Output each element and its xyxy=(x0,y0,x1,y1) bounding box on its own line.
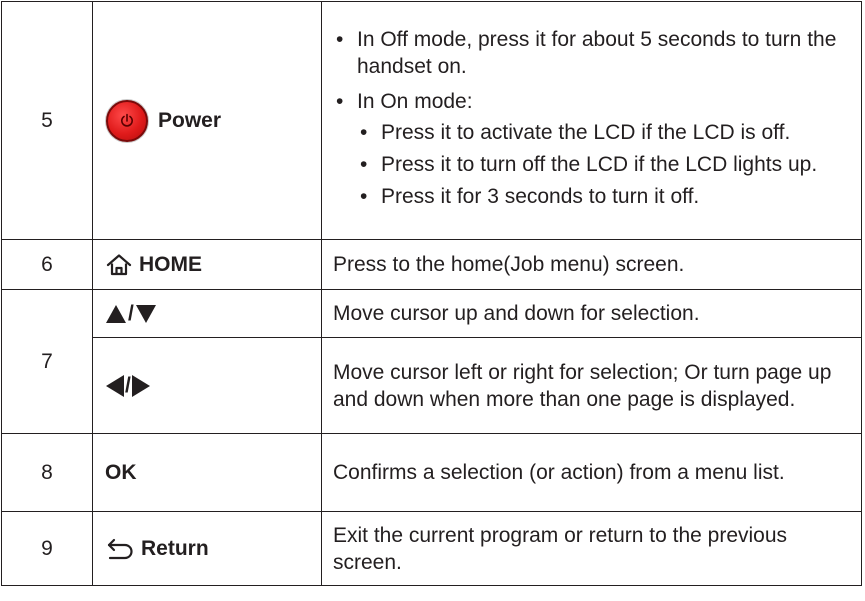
table-row-power xyxy=(2,2,862,240)
key-separator: / xyxy=(128,301,134,325)
sub-list-item: • Press it to activate the LCD if the LCD is off. xyxy=(357,119,849,146)
table-row-left-right xyxy=(2,338,862,434)
key-separator: / xyxy=(125,373,131,397)
home-icon xyxy=(105,253,133,277)
down-triangle-icon xyxy=(135,304,157,324)
key-cell-up-down xyxy=(93,290,322,338)
description-cell: Move cursor left or right for selection; Or turn page up and down when more than one page is displayed. xyxy=(322,338,862,434)
table-row-return xyxy=(2,512,862,586)
key-cell-power xyxy=(93,2,322,240)
key-cell-left-right xyxy=(93,338,322,434)
table-row-up-down xyxy=(2,290,862,338)
list-item: • In Off mode, press it for about 5 seconds to turn the handset on. xyxy=(333,26,849,80)
list-item xyxy=(333,88,849,210)
power-icon xyxy=(106,100,148,142)
description-cell: Move cursor up and down for selection. xyxy=(322,290,862,338)
sub-list-item: • Press it to turn off the LCD if the LCD lights up. xyxy=(357,151,849,178)
button-description-table xyxy=(1,1,862,586)
key-cell-home xyxy=(93,240,322,290)
description-cell: Confirms a selection (or action) from a menu list. xyxy=(322,434,862,512)
row-number: 6 xyxy=(2,240,93,290)
left-triangle-icon xyxy=(105,374,125,398)
row-number: 9 xyxy=(2,512,93,586)
description-cell: Press to the home(Job menu) screen. xyxy=(322,240,862,290)
row-number: 7 xyxy=(2,290,93,434)
description-cell: Exit the current program or return to the previous screen. xyxy=(322,512,862,586)
list-item-text: In On mode: xyxy=(357,90,473,113)
table-row-home xyxy=(2,240,862,290)
key-label: Return xyxy=(141,536,209,560)
key-label: HOME xyxy=(139,252,202,276)
row-number: 8 xyxy=(2,434,93,512)
description-cell xyxy=(322,2,862,240)
key-label: Power xyxy=(158,108,222,132)
right-triangle-icon xyxy=(131,374,151,398)
return-arrow-icon xyxy=(105,538,135,560)
key-label: OK xyxy=(105,460,137,484)
up-triangle-icon xyxy=(105,304,127,324)
table-row-ok xyxy=(2,434,862,512)
key-cell-ok xyxy=(93,434,322,512)
key-cell-return xyxy=(93,512,322,586)
sub-list-item: • Press it for 3 seconds to turn it off. xyxy=(357,183,849,210)
row-number: 5 xyxy=(2,2,93,240)
